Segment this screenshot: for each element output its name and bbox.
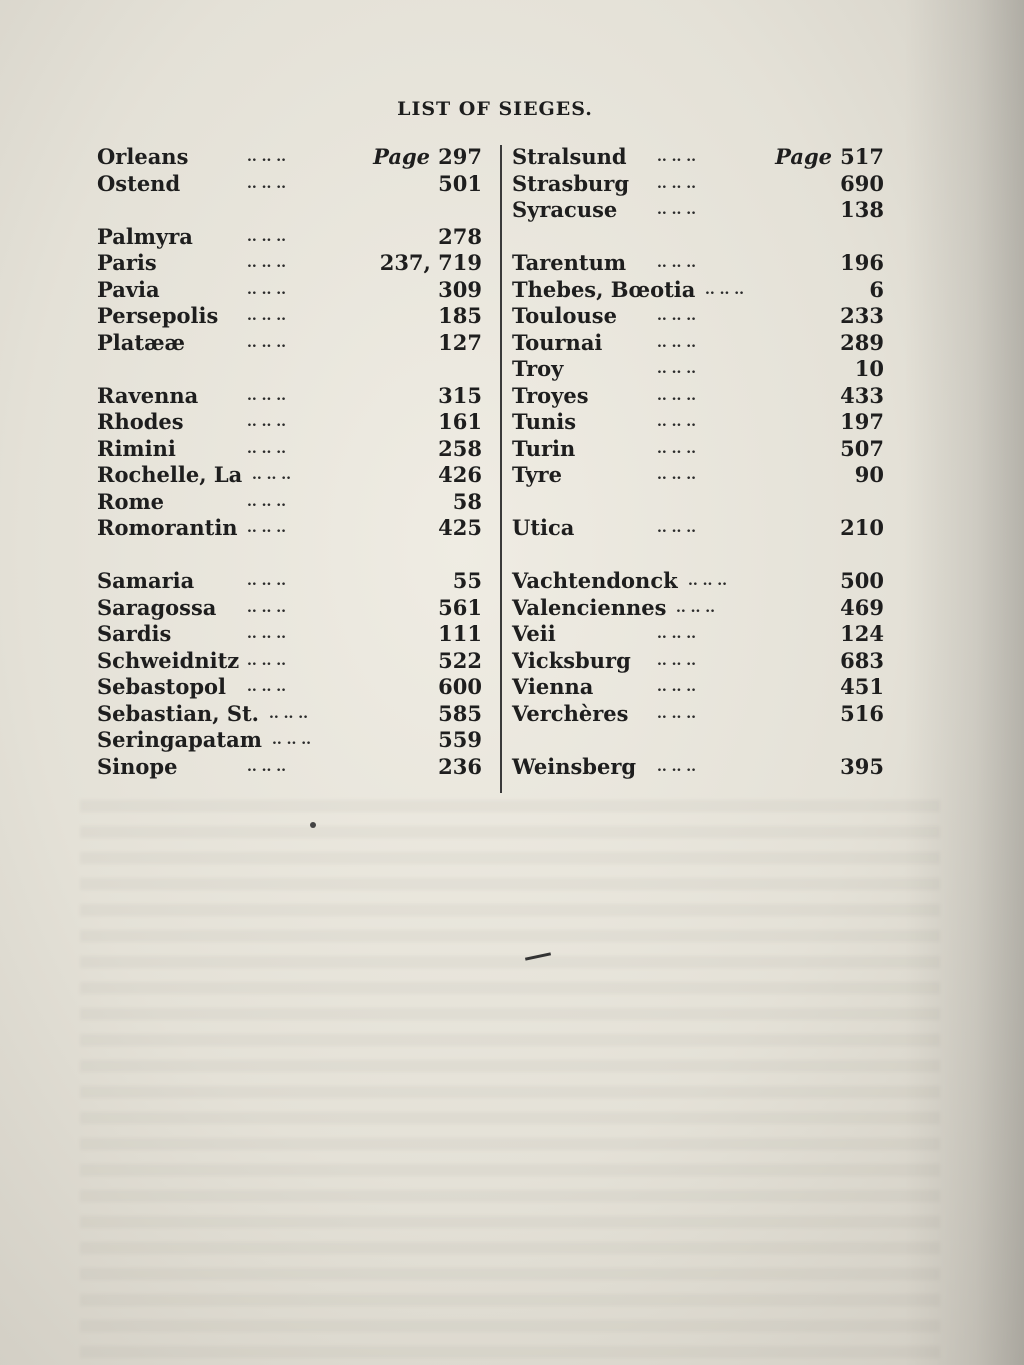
page-number: 58 (452, 488, 482, 514)
siege-name: Ostend (97, 170, 181, 196)
siege-name: Sinope (97, 753, 178, 779)
column-divider (500, 145, 502, 793)
dot-leader: .. .. .. (657, 308, 696, 324)
dot-leader: .. .. .. (247, 520, 286, 536)
dot-leader: .. .. .. (688, 573, 727, 589)
show-through-text (80, 800, 940, 1360)
dot-leader: .. .. .. (247, 175, 286, 192)
siege-name: Valenciennes (512, 594, 667, 620)
dot-leader: .. .. .. (657, 626, 696, 642)
page-number: 501 (438, 170, 482, 196)
siege-name: Weinsberg (512, 753, 637, 779)
siege-entry (512, 330, 884, 357)
siege-entry (97, 648, 482, 675)
siege-entry (512, 356, 884, 383)
siege-entry (512, 303, 884, 330)
dot-leader: .. .. .. (247, 626, 286, 642)
page-number: 127 (438, 329, 482, 355)
dot-leader: .. .. .. (247, 599, 286, 616)
siege-name: Turin (512, 435, 576, 461)
siege-entry (97, 595, 482, 622)
dot-leader: .. .. .. (657, 175, 696, 192)
page-number: 289 (840, 329, 884, 355)
siege-entry (97, 250, 482, 277)
siege-name: Stralsund (512, 144, 627, 169)
page-number: 585 (438, 700, 482, 726)
page-number: 425 (438, 515, 482, 540)
page-number: 10 (854, 356, 884, 381)
siege-name: Veii (512, 621, 556, 646)
siege-entry (512, 701, 884, 728)
siege-entry (512, 648, 884, 675)
page-number: 297 (438, 144, 482, 169)
dot-leader: .. .. .. (247, 493, 286, 510)
siege-entry (97, 171, 482, 198)
siege-entry (512, 754, 884, 781)
dot-leader: .. .. .. (657, 149, 696, 165)
siege-name: Troy (512, 356, 564, 381)
siege-name: Syracuse (512, 197, 618, 222)
dot-leader: .. .. .. (269, 705, 308, 722)
page-number: 517 (840, 144, 884, 169)
page-number: 315 (438, 382, 482, 408)
siege-entry (512, 171, 884, 198)
siege-entry (97, 727, 482, 754)
siege-entry (97, 674, 482, 701)
page-number: 600 (438, 674, 482, 699)
page-label: Page (373, 144, 430, 169)
dot-leader: .. .. .. (657, 520, 696, 536)
page-number: 426 (438, 462, 482, 487)
siege-entry (97, 144, 482, 171)
page-number: 683 (840, 647, 884, 673)
siege-entry (97, 436, 482, 463)
siege-entry (97, 224, 482, 251)
siege-entry (512, 515, 884, 542)
page-number: 516 (840, 700, 884, 726)
dot-leader: .. .. .. (657, 387, 696, 404)
siege-entry (97, 754, 482, 781)
siege-name: Thebes, Bœotia (512, 276, 696, 302)
dot-leader: .. .. .. (657, 202, 696, 218)
dot-leader: .. .. .. (247, 334, 286, 351)
siege-name: Sebastopol (97, 674, 227, 699)
dot-leader: .. .. .. (247, 652, 286, 669)
dot-leader: .. .. .. (657, 255, 696, 271)
page-number: 690 (840, 170, 884, 196)
page-number: 433 (840, 382, 884, 408)
page-number: 197 (840, 409, 884, 434)
siege-name: Rochelle, La (97, 462, 243, 487)
siege-entry (512, 568, 884, 595)
dot-leader: .. .. .. (657, 414, 696, 430)
siege-name: Paris (97, 250, 157, 275)
siege-entry (512, 144, 884, 171)
right-column (512, 144, 884, 780)
siege-name: Verchères (512, 700, 629, 726)
dot-leader: .. .. .. (657, 334, 696, 351)
dot-leader: .. .. .. (272, 732, 311, 748)
page-number: 6 (869, 276, 884, 302)
page-number: 500 (840, 568, 884, 593)
siege-name: Toulouse (512, 303, 617, 328)
siege-name: Strasburg (512, 170, 630, 196)
siege-name: Troyes (512, 382, 589, 408)
page-number: 258 (438, 435, 482, 461)
siege-name: Vachtendonck (512, 568, 678, 593)
page-number: 559 (438, 727, 482, 752)
siege-name: Sebastian, St. (97, 700, 259, 726)
dot-leader: .. .. .. (657, 440, 696, 457)
dot-leader: .. .. .. (247, 573, 286, 589)
siege-entry (512, 409, 884, 436)
siege-name: Tournai (512, 329, 603, 355)
siege-entry (97, 303, 482, 330)
page-label: Page (775, 144, 832, 169)
siege-name: Utica (512, 515, 575, 540)
siege-entry (512, 250, 884, 277)
siege-entry (97, 330, 482, 357)
siege-name: Platææ (97, 329, 186, 355)
siege-name: Schweidnitz (97, 647, 240, 673)
dot-leader: .. .. .. (247, 228, 286, 245)
siege-entry (512, 462, 884, 489)
dot-leader: .. .. .. (252, 467, 291, 483)
siege-name: Saragossa (97, 594, 217, 620)
siege-entry (97, 409, 482, 436)
siege-entry (512, 621, 884, 648)
page-number: 196 (840, 250, 884, 275)
siege-name: Samaria (97, 568, 195, 593)
dot-leader: .. .. .. (247, 149, 286, 165)
siege-name: Pavia (97, 276, 160, 302)
siege-entry (512, 595, 884, 622)
siege-entry (512, 197, 884, 224)
dot-leader: .. .. .. (247, 387, 286, 404)
page-number: 161 (438, 409, 482, 434)
page-number: 210 (840, 515, 884, 540)
page-number: 236 (438, 753, 482, 779)
page-number: 309 (438, 276, 482, 302)
siege-entry (97, 277, 482, 304)
siege-entry (97, 701, 482, 728)
siege-name: Tyre (512, 462, 562, 487)
page-number: 278 (438, 223, 482, 249)
siege-entry (512, 383, 884, 410)
dot-leader: .. .. .. (247, 281, 286, 298)
siege-entry (97, 568, 482, 595)
page-number: 124 (840, 621, 884, 646)
dot-leader: .. .. .. (247, 255, 286, 271)
dot-leader: .. .. .. (657, 652, 696, 669)
siege-entry (512, 436, 884, 463)
siege-name: Rhodes (97, 409, 184, 434)
page-title: LIST OF SIEGES. (397, 98, 593, 120)
page-number: 561 (438, 594, 482, 620)
siege-name: Seringapatam (97, 727, 262, 752)
siege-name: Palmyra (97, 223, 193, 249)
dot-leader: .. .. .. (657, 705, 696, 722)
dot-leader: .. .. .. (657, 361, 696, 377)
siege-name: Romorantin (97, 515, 238, 540)
siege-name: Vicksburg (512, 647, 631, 673)
page-number: 111 (438, 621, 482, 646)
page-number: 138 (840, 197, 884, 222)
siege-name: Persepolis (97, 303, 219, 328)
siege-entry (97, 489, 482, 516)
siege-name: Tunis (512, 409, 577, 434)
page-number: 395 (840, 753, 884, 779)
dot-leader: .. .. .. (676, 599, 715, 616)
siege-name: Tarentum (512, 250, 627, 275)
siege-entry (97, 621, 482, 648)
page-number: 90 (854, 462, 884, 487)
dot-leader: .. .. .. (657, 679, 696, 695)
page-number: 469 (840, 594, 884, 620)
page-number: 185 (438, 303, 482, 328)
dot-leader: .. .. .. (247, 414, 286, 430)
page-number: 55 (452, 568, 482, 593)
siege-name: Sardis (97, 621, 172, 646)
page-number: 233 (840, 303, 884, 328)
dot-leader: .. .. .. (657, 758, 696, 775)
page-number: 237, 719 (379, 250, 482, 275)
siege-entry (512, 674, 884, 701)
spine-shadow (904, 0, 1024, 1365)
siege-name: Rome (97, 488, 165, 514)
siege-name: Ravenna (97, 382, 199, 408)
siege-entry (97, 462, 482, 489)
siege-name: Vienna (512, 674, 594, 699)
siege-name: Orleans (97, 144, 189, 169)
siege-entry (512, 277, 884, 304)
page-number: 507 (840, 435, 884, 461)
left-column (97, 144, 482, 780)
page-number: 451 (840, 674, 884, 699)
siege-entry (97, 383, 482, 410)
dot-leader: .. .. .. (705, 281, 744, 298)
dot-leader: .. .. .. (657, 467, 696, 483)
siege-entry (97, 515, 482, 542)
siege-name: Rimini (97, 435, 176, 461)
dot-leader: .. .. .. (247, 758, 286, 775)
dot-leader: .. .. .. (247, 440, 286, 457)
ink-smudge (310, 822, 316, 828)
page-number: 522 (438, 647, 482, 673)
dot-leader: .. .. .. (247, 679, 286, 695)
dot-leader: .. .. .. (247, 308, 286, 324)
